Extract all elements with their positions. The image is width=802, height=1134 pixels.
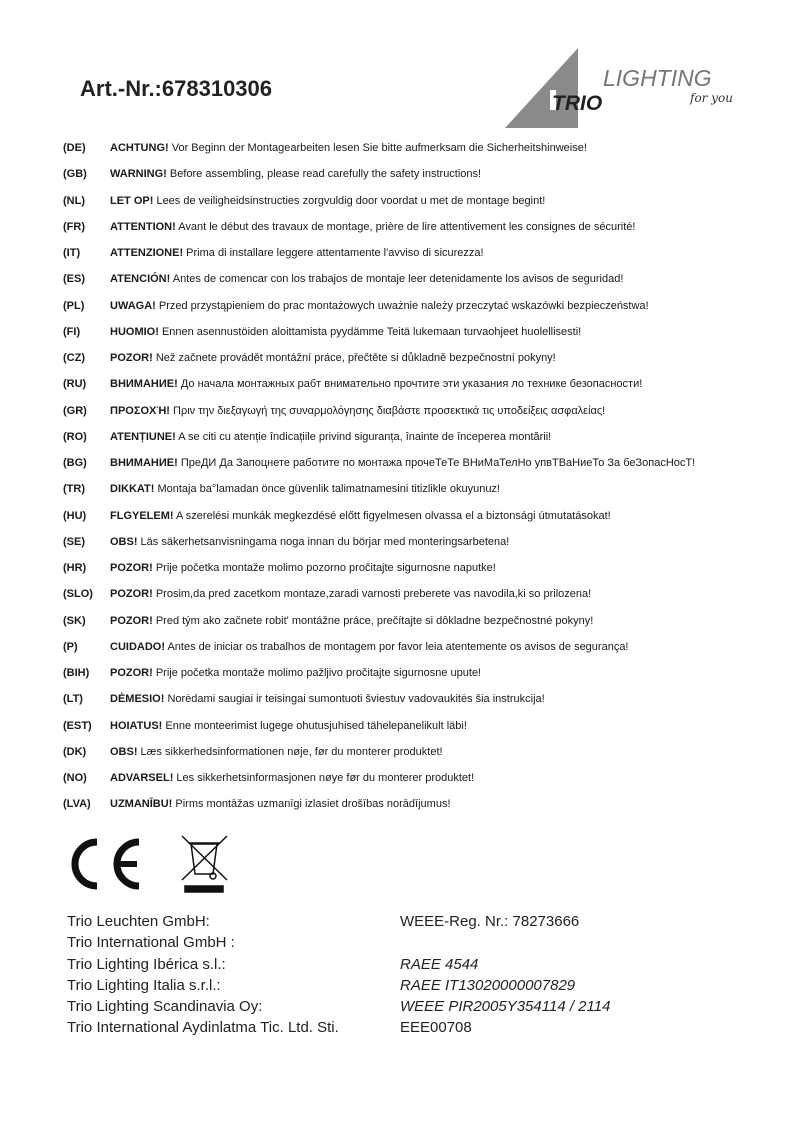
warning-text bbox=[110, 326, 581, 352]
warning-text bbox=[110, 431, 551, 457]
warning-row bbox=[63, 588, 783, 614]
company-name: Trio International Aydinlatma Tic. Ltd. Sti. bbox=[67, 1019, 339, 1037]
warning-body: Než začnete provádět montážní práce, přečtěte si důkladně bezpečnostní pokyny! bbox=[152, 352, 556, 364]
warning-row bbox=[63, 667, 783, 693]
language-code: (BG) bbox=[63, 457, 87, 469]
warning-row bbox=[63, 615, 783, 641]
warning-text bbox=[110, 352, 556, 378]
warning-lead: HUOMIO! bbox=[110, 325, 159, 338]
warning-lead: POZOR! bbox=[110, 562, 153, 574]
language-code: (GR) bbox=[63, 404, 87, 417]
language-code: (LVA) bbox=[63, 798, 91, 811]
warning-row bbox=[63, 746, 783, 772]
language-code: (SLO) bbox=[63, 588, 93, 601]
company-name: Trio Leuchten GmbH: bbox=[67, 913, 210, 930]
language-code: (P) bbox=[63, 640, 78, 653]
warning-lead: LET OP! bbox=[110, 194, 154, 207]
warning-text bbox=[110, 746, 443, 772]
language-code: (BIH) bbox=[63, 667, 90, 679]
registration-number: WEEE PIR2005Y354114 / 2114 bbox=[400, 998, 611, 1016]
registration-number: RAEE 4544 bbox=[400, 955, 479, 973]
warning-row bbox=[63, 326, 783, 352]
warning-text bbox=[110, 457, 695, 483]
warning-row bbox=[63, 168, 783, 194]
warning-row bbox=[63, 221, 783, 247]
language-code: (GB) bbox=[63, 168, 87, 181]
language-code: (IT) bbox=[63, 247, 81, 259]
warning-lead: ATTENTION! bbox=[110, 220, 176, 233]
warning-lead: FLGYELEM! bbox=[110, 509, 174, 522]
warning-row bbox=[63, 720, 783, 746]
warning-body: Before assembling, please read carefully the safety instructions! bbox=[166, 168, 482, 181]
warning-lead: UZMANĪBU! bbox=[110, 798, 173, 811]
warning-lead: ΠΡΟΣΟΧΉ! bbox=[110, 404, 170, 417]
language-code: (SK) bbox=[63, 614, 86, 627]
warning-lead: WARNING! bbox=[110, 168, 167, 181]
warning-text bbox=[110, 536, 509, 562]
warning-text bbox=[110, 221, 635, 247]
warning-body: Prije početka montaže molimo pozorno pročitajte sigurnosne naputke! bbox=[152, 562, 496, 574]
language-code: (SE) bbox=[63, 535, 85, 548]
language-code: (RU) bbox=[63, 378, 87, 391]
company-name: Trio Lighting Scandinavia Oy: bbox=[67, 998, 263, 1016]
warning-body: Lees de veiligheidsinstructies zorgvuldig door voordat u met de montage begint! bbox=[153, 194, 546, 207]
weee-bin-icon bbox=[182, 836, 227, 892]
warning-row bbox=[63, 378, 783, 404]
warning-body: A se citi cu atenție îndicațiile privind siguranța, înainte de începerea montării! bbox=[175, 430, 552, 443]
warning-row bbox=[63, 510, 783, 536]
language-code: (TR) bbox=[63, 483, 85, 496]
warning-body: Les sikkerhetsinformasjonen nøye før du monterer produktet! bbox=[173, 772, 475, 784]
warning-body: Montaja ba°lamadan önce güvenlik talimatnamesini titizlikle okuyunuz! bbox=[154, 483, 500, 496]
warning-text bbox=[110, 195, 545, 221]
language-code: (HU) bbox=[63, 509, 87, 522]
warning-row bbox=[63, 457, 783, 483]
registration-number: WEEE-Reg. Nr.: 78273666 bbox=[400, 913, 580, 930]
warning-row bbox=[63, 431, 783, 457]
registration-number: RAEE IT13020000007829 bbox=[400, 976, 576, 994]
warning-row bbox=[63, 352, 783, 378]
warning-row bbox=[63, 142, 783, 168]
warning-text bbox=[110, 693, 545, 719]
warning-body: Prosim,da pred zacetkom montaze,zaradi varnosti preberete vas navodila,ki so prilozena! bbox=[152, 588, 592, 601]
warning-text bbox=[110, 667, 481, 693]
warning-text bbox=[110, 300, 649, 326]
warning-body: Läs säkerhetsanvisningama noga innan du börjar med monteringsarbetena! bbox=[137, 535, 510, 548]
warning-lead: POZOR! bbox=[110, 588, 153, 601]
language-code: (HR) bbox=[63, 562, 87, 574]
warning-body: A szerelési munkák megkezdésé előtt figyelmesen olvassa el a biztonsági útmutatásokat! bbox=[173, 509, 611, 522]
registration-list bbox=[400, 911, 610, 1039]
warning-body: Prima di installare leggere attentamente l'avviso di sicurezza! bbox=[183, 247, 484, 259]
warning-body: Pred tým ako začnete robit' montážne práce, prečítajte si dôkladne bezpečnostné pokyny! bbox=[152, 614, 594, 627]
warning-lead: ATENȚIUNE! bbox=[110, 430, 176, 443]
language-code: (DK) bbox=[63, 745, 87, 758]
warning-lead: UWAGA! bbox=[110, 299, 156, 312]
warning-text bbox=[110, 273, 623, 299]
warning-text bbox=[110, 142, 587, 168]
warning-body: Avant le début des travaux de montage, prière de lire attentivement les consignes de sécurité! bbox=[175, 220, 636, 233]
warning-row bbox=[63, 405, 783, 431]
registration-number: EEE00708 bbox=[400, 1019, 472, 1037]
warning-row bbox=[63, 536, 783, 562]
safety-warnings-list bbox=[63, 142, 783, 825]
warning-body: Læs sikkerhedsinformationen nøje, før du monterer produktet! bbox=[137, 745, 443, 758]
warning-body: Przed przystąpieniem do prac montażowych uważnie należy przeczytać wskazówki bezpieczeństwa! bbox=[155, 299, 649, 312]
language-code: (CZ) bbox=[63, 352, 85, 364]
article-number: Art.-Nr.:678310306 bbox=[80, 76, 273, 101]
compliance-marks bbox=[67, 834, 237, 894]
warning-lead: CUIDADO! bbox=[110, 640, 165, 653]
warning-body: Prije početka montaže molimo pažljivo pročitajte sigurnosne upute! bbox=[152, 667, 482, 679]
warning-body: Antes de iniciar os trabalhos de montagem por favor leia atentemente os avisos de segurança! bbox=[165, 640, 629, 653]
language-code: (NL) bbox=[63, 194, 85, 207]
warning-row bbox=[63, 247, 783, 273]
warning-lead: ВНИМАНИЕ! bbox=[110, 378, 178, 391]
language-code: (FI) bbox=[63, 325, 81, 338]
trio-lighting-logo bbox=[500, 44, 750, 134]
warning-row bbox=[63, 483, 783, 509]
warning-text bbox=[110, 510, 611, 536]
warning-text bbox=[110, 615, 593, 641]
warning-row bbox=[63, 693, 783, 719]
language-code: (PL) bbox=[63, 299, 85, 312]
warning-lead: OBS! bbox=[110, 745, 138, 758]
language-code: (FR) bbox=[63, 220, 85, 233]
warning-lead: DĖMESIO! bbox=[110, 693, 165, 706]
warning-text bbox=[110, 483, 500, 509]
language-code: (EST) bbox=[63, 719, 92, 732]
warning-body: Enne monteerimist lugege ohutusjuhised tähelepanelikult läbi! bbox=[162, 719, 467, 732]
language-code: (ES) bbox=[63, 273, 85, 286]
warning-text bbox=[110, 798, 451, 824]
warning-row bbox=[63, 772, 783, 798]
warning-lead: ACHTUNG! bbox=[110, 142, 169, 154]
warning-text bbox=[110, 378, 642, 404]
warning-text bbox=[110, 247, 484, 273]
company-list bbox=[67, 911, 339, 1039]
warning-body: Antes de comencar con los trabajos de montaje leer detenidamente los avisos de seguridad! bbox=[170, 273, 624, 286]
ce-mark-icon bbox=[75, 842, 139, 886]
warning-lead: POZOR! bbox=[110, 614, 153, 627]
svg-text:TRIO: TRIO bbox=[552, 92, 603, 115]
warning-lead: ATTENZIONE! bbox=[110, 247, 184, 259]
warning-lead: HOIATUS! bbox=[110, 719, 163, 732]
language-code: (DE) bbox=[63, 142, 86, 154]
warning-row bbox=[63, 798, 783, 824]
warning-row bbox=[63, 562, 783, 588]
warning-row bbox=[63, 300, 783, 326]
registration-number bbox=[400, 932, 610, 953]
company-name: Trio Lighting Italia s.r.l.: bbox=[67, 976, 221, 994]
warning-lead: ADVARSEL! bbox=[110, 772, 174, 784]
warning-row bbox=[63, 195, 783, 221]
warning-text bbox=[110, 168, 481, 194]
warning-row bbox=[63, 273, 783, 299]
warning-body: Norėdami saugiai ir teisingai sumontuoti šviestuv vadovaukitės šia instrukcija! bbox=[164, 693, 545, 706]
warning-text bbox=[110, 588, 591, 614]
warning-lead: ATENCIÓN! bbox=[110, 273, 171, 286]
warning-text bbox=[110, 720, 467, 746]
language-code: (NO) bbox=[63, 772, 87, 784]
warning-text bbox=[110, 562, 496, 588]
warning-lead: DIKKAT! bbox=[110, 483, 155, 496]
warning-row bbox=[63, 641, 783, 667]
warning-lead: OBS! bbox=[110, 535, 138, 548]
svg-text:LIGHTING: LIGHTING bbox=[603, 65, 712, 91]
warning-lead: ВНИМАНИЕ! bbox=[110, 457, 178, 469]
warning-body: До начала монтажных рабт внимательно прочтите эти указания ло технике безопасности! bbox=[177, 378, 643, 391]
company-name: Trio Lighting Ibérica s.l.: bbox=[67, 955, 226, 973]
warning-lead: POZOR! bbox=[110, 667, 153, 679]
language-code: (RO) bbox=[63, 430, 87, 443]
svg-text:for you: for you bbox=[690, 91, 733, 105]
warning-body: Vor Beginn der Montagearbeiten lesen Sie bitte aufmerksam die Sicherheitshinweise! bbox=[168, 142, 587, 154]
language-code: (LT) bbox=[63, 693, 83, 706]
warning-text bbox=[110, 772, 474, 798]
warning-text bbox=[110, 641, 629, 667]
warning-body: ПреДИ Да Запоцнете работите по монтажа прочеТеТе ВНиМаТелНо упвТВаНиеТо За беЗопасНосТ! bbox=[177, 457, 696, 469]
warning-body: Pirms montāžas uzmanīgi izlasiet drošības norādījumus! bbox=[172, 798, 451, 811]
warning-body: Πριν την διεξαγωγή της συναρμολόγησης διαβάστε προσεκτικά τις υποδείξεις ασφαλείας! bbox=[169, 404, 606, 417]
warning-body: Ennen asennustöiden aloittamista pyydämme Teitä lukemaan turvaohjeet huolellisesti! bbox=[158, 325, 582, 338]
warning-text bbox=[110, 405, 605, 431]
warning-lead: POZOR! bbox=[110, 352, 153, 364]
company-name: Trio International GmbH : bbox=[67, 934, 235, 952]
